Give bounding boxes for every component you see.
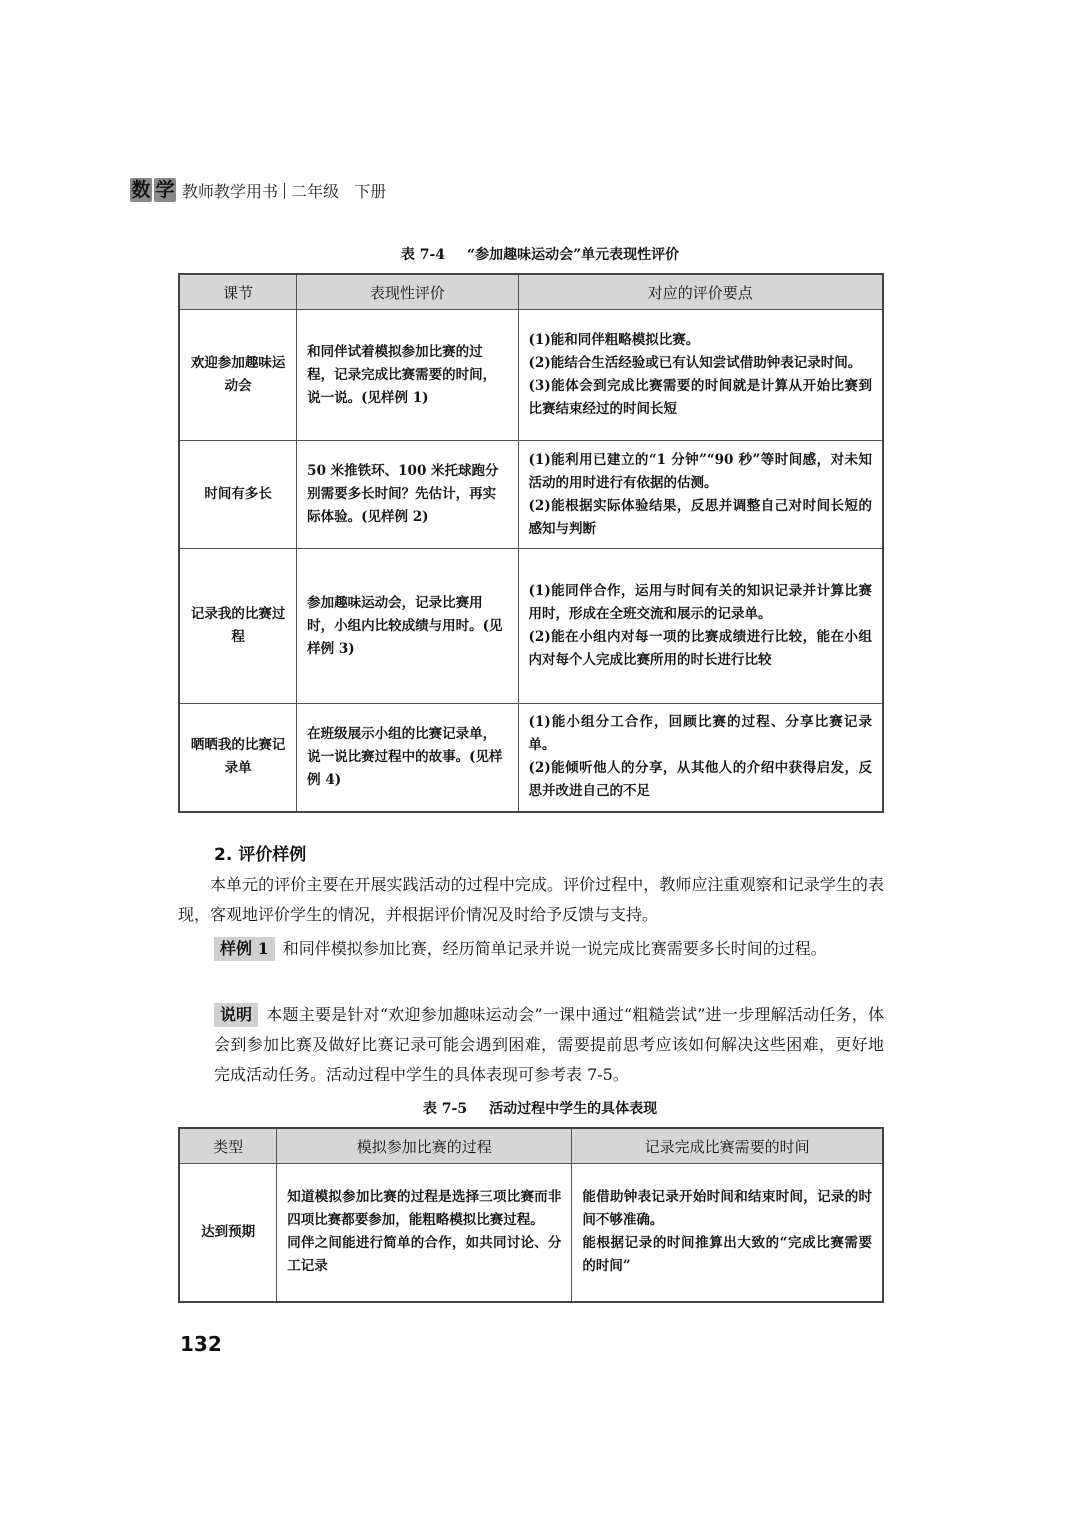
lesson-cell: 记录我的比赛过程 [179, 549, 297, 704]
record-cell [572, 1164, 883, 1302]
table-row [179, 441, 883, 549]
section-title: 2. 评价样例 [214, 845, 307, 865]
table1-title: “参加趣味运动会”单元表现性评价 [467, 247, 680, 263]
book-info [182, 179, 386, 202]
intro-paragraph: 本单元的评价主要在开展实践活动的过程中完成。评价过程中，教师应注重观察和记录学生的表现，客观地评价学生的情况，并根据评价情况及时给予反馈与支持。 [178, 875, 884, 924]
note-text: 本题主要是针对“欢迎参加趣味运动会”一课中通过“粗糙尝试”进一步理解活动任务，体会到参加比赛及做好比赛记录可能会遇到困难，需要提前思考应该如何解决这些困难，更好地完成活动任务。活动过程中学生的具体表现可参考表 7-5。 [214, 1005, 884, 1084]
header-cell: 类型 [179, 1128, 277, 1164]
points-cell [518, 704, 883, 812]
grade: 二年级 [291, 181, 340, 201]
process-item: 知道模拟参加比赛的过程是选择三项比赛而非四项比赛都要参加，能粗略模拟比赛过程。 [287, 1189, 562, 1229]
header-cell: 对应的评价要点 [518, 274, 883, 310]
example-paragraph [178, 934, 884, 964]
example-text: 和同伴模拟参加比赛，经历简单记录并说一说完成比赛需要多长时间的过程。 [282, 939, 827, 958]
volume: 下册 [354, 181, 387, 201]
subject-char: 学 [155, 179, 175, 201]
table-header-row [179, 274, 883, 310]
process-item: 同伴之间能进行简单的合作，如共同讨论、分工记录 [287, 1235, 562, 1275]
header-cell: 模拟参加比赛的过程 [277, 1128, 572, 1164]
subject-logo [130, 178, 176, 202]
table-row [179, 1164, 883, 1302]
lesson-cell: 欢迎参加趣味运动会 [179, 310, 297, 441]
table1-number: 表 7-4 [400, 247, 446, 263]
type-cell: 达到预期 [179, 1164, 277, 1302]
task-cell: 50 米推铁环、100 米托球跑分别需要多长时间？先估计，再实际体验。(见样例 2) [297, 441, 518, 549]
points-cell [518, 549, 883, 704]
point-item: (1)能和同伴粗略模拟比赛。 [528, 332, 700, 348]
header-cell: 表现性评价 [297, 274, 518, 310]
example-tag: 样例 1 [214, 937, 275, 961]
point-item: (1)能小组分工合作，回顾比赛的过程、分享比赛记录单。 [528, 714, 872, 754]
points-cell [518, 441, 883, 549]
divider [284, 183, 285, 199]
note-paragraph [178, 1000, 884, 1090]
point-item: (2)能倾听他人的分享，从其他人的介绍中获得启发，反思并改进自己的不足 [528, 760, 872, 800]
header-cell: 记录完成比赛需要的时间 [572, 1128, 883, 1164]
point-item: (2)能根据实际体验结果，反思并调整自己对时间长短的感知与判断 [528, 497, 872, 537]
record-item: 能根据记录的时间推算出大致的“完成比赛需要的时间” [582, 1235, 872, 1275]
task-cell: 和同伴试着模拟参加比赛的过程，记录完成比赛需要的时间，说一说。(见样例 1) [297, 310, 518, 441]
table-header-row [179, 1128, 883, 1164]
page-number: 132 [180, 1332, 222, 1356]
task-cell: 参加趣味运动会，记录比赛用时，小组内比较成绩与用时。(见样例 3) [297, 549, 518, 704]
note-tag: 说明 [214, 1003, 258, 1027]
table2-caption [0, 1098, 1080, 1118]
table1-caption [0, 244, 1080, 264]
header-cell: 课节 [179, 274, 297, 310]
point-item: (3)能体会到完成比赛需要的时间就是计算从开始比赛到比赛结束经过的时间长短 [528, 378, 872, 417]
table2-title: 活动过程中学生的具体表现 [489, 1101, 658, 1117]
lesson-cell: 时间有多长 [179, 441, 297, 549]
table-7-4 [178, 273, 884, 813]
point-item: (2)能结合生活经验或已有认知尝试借助钟表记录时间。 [528, 355, 862, 371]
task-cell: 在班级展示小组的比赛记录单，说一说比赛过程中的故事。(见样例 4) [297, 704, 518, 812]
table-7-5 [178, 1127, 884, 1303]
point-item: (1)能利用已建立的“1 分钟”“90 秒”等时间感，对未知活动的用时进行有依据的估测。 [528, 451, 872, 491]
page-header [130, 178, 386, 202]
point-item: (2)能在小组内对每一项的比赛成绩进行比较，能在小组内对每个人完成比赛所用的时长进行比较 [528, 629, 872, 668]
table2-number: 表 7-5 [422, 1101, 468, 1117]
point-item: (1)能同伴合作，运用与时间有关的知识记录并计算比赛用时，形成在全班交流和展示的记录单。 [528, 583, 872, 622]
table-row [179, 310, 883, 441]
subject-char: 数 [131, 179, 151, 201]
table-row [179, 549, 883, 704]
process-cell [277, 1164, 572, 1302]
lesson-cell: 晒晒我的比赛记录单 [179, 704, 297, 812]
record-item: 能借助钟表记录开始时间和结束时间，记录的时间不够准确。 [582, 1189, 872, 1229]
table-row [179, 704, 883, 812]
book-title: 教师教学用书 [182, 181, 279, 201]
points-cell [518, 310, 883, 441]
